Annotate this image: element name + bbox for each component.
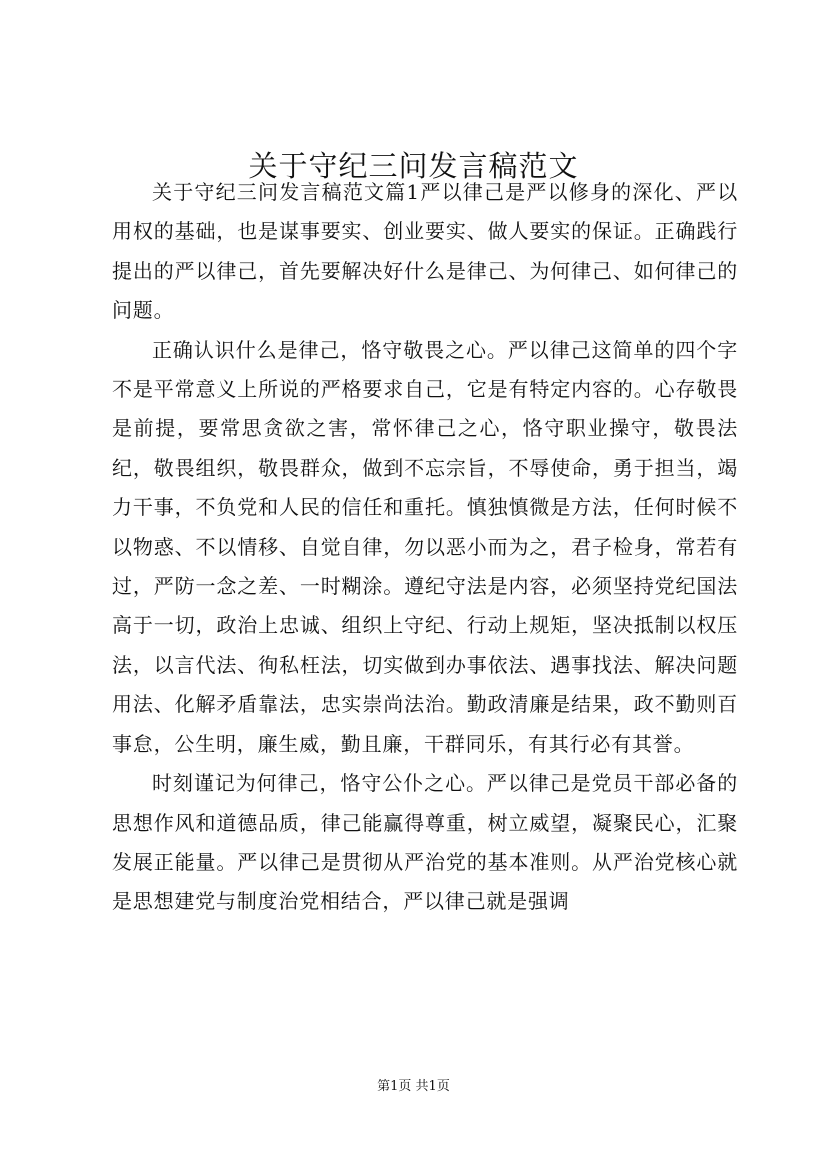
page-footer [0,1078,827,1096]
page-number-label: 第1页 共1页 [377,1079,450,1094]
paragraph-2: 正确认识什么是律己，恪守敬畏之心。严以律己这简单的四个字不是平常意义上所说的严格要求自己，它是有特定内容的。心存敬畏是前提，要常思贪欲之害，常怀律己之心，恪守职业操守，敬畏法纪，敬畏组织，敬畏群众，做到不忘宗旨，不辱使命，勇于担当，竭力干事，不负党和人民的信任和重托。慎独慎微是方法，任何时候不以物惑、不以情移、自觉自律，勿以恶小而为之，君子检身，常若有过，严防一念之差、一时糊涂。遵纪守法是内容，必须坚持党纪国法高于一切，政治上忠诚、组织上守纪、行动上规矩，坚决抵制以权压法，以言代法、徇私枉法，切实做到办事依法、遇事找法、解决问题用法、化解矛盾靠法，忠实崇尚法治。勤政清廉是结果，政不勤则百事怠，公生明，廉生威，勤且廉，干群同乐，有其行必有其誉。 [112,337,738,756]
document-title: 关于守纪三问发言稿范文 [248,149,579,183]
document-body [112,173,738,922]
paragraph-1: 关于守纪三问发言稿范文篇1严以律己是严以修身的深化、严以用权的基础，也是谋事要实、创业要实、做人要实的保证。正确践行提出的严以律己，首先要解决好什么是律己、为何律己、如何律己的问题。 [112,180,738,323]
paragraph-3: 时刻谨记为何律己，恪守公仆之心。严以律己是党员干部必备的思想作风和道德品质，律己能赢得尊重，树立威望，凝聚民心，汇聚发展正能量。严以律己是贯彻从严治党的基本准则。从严治党核心就是思想建党与制度治党相结合，严以律己就是强调 [112,771,738,914]
